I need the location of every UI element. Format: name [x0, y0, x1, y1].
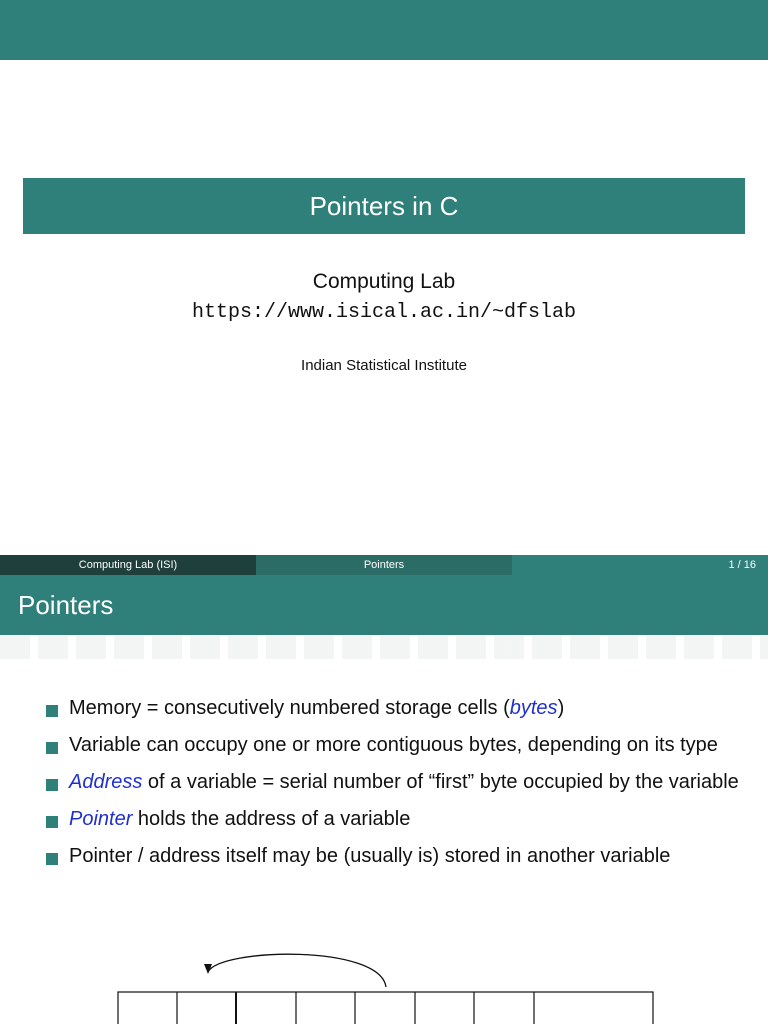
bullet-text: holds the address of a variable	[132, 808, 411, 830]
bullet-text: of a variable = serial number of “first” byte occupied by the variable	[142, 771, 739, 793]
bullet-text: Variable can occupy one or more contiguous bytes, depending on its type	[69, 734, 718, 756]
frame-title: Pointers	[18, 589, 114, 620]
footer-author: Computing Lab (ISI)	[0, 555, 256, 575]
slide-title-box	[23, 178, 745, 234]
bullet-square-icon	[46, 853, 58, 865]
bullet-text: Pointer / address itself may be (usually is) stored in another variable	[69, 845, 671, 867]
bullet-square-icon	[46, 705, 58, 717]
list-item	[45, 731, 745, 760]
slide-footer	[0, 555, 768, 575]
slide-title: Pointers in C	[309, 190, 459, 221]
header-strip	[0, 0, 768, 60]
bullet-list	[45, 694, 745, 879]
course-name: Computing Lab	[312, 270, 456, 293]
bullet-text: )	[557, 697, 565, 719]
course-url[interactable]: https://www.isical.ac.in/~dfslab	[191, 301, 577, 324]
bullet-square-icon	[46, 742, 58, 754]
memory-diagram	[110, 950, 670, 1024]
list-item	[45, 842, 745, 871]
list-item	[45, 768, 745, 797]
footer-page-number: 1 / 16	[512, 555, 768, 575]
institute-name: Indian Statistical Institute	[301, 357, 467, 374]
memory-cell-row	[118, 992, 653, 1024]
bullet-text: Memory = consecutively numbered storage cells (	[69, 697, 510, 719]
bullet-square-icon	[46, 779, 58, 791]
title-shadow	[0, 635, 768, 659]
bullet-emphasis: Address	[69, 771, 143, 793]
bullet-emphasis: bytes	[509, 697, 558, 719]
frame-title-bar	[0, 575, 768, 635]
bullet-emphasis: Pointer	[69, 808, 133, 830]
bullet-square-icon	[46, 816, 58, 828]
footer-topic: Pointers	[256, 555, 512, 575]
list-item	[45, 805, 745, 834]
list-item	[45, 694, 745, 723]
pointer-arrow	[208, 954, 386, 987]
memory-cells	[118, 992, 653, 1024]
